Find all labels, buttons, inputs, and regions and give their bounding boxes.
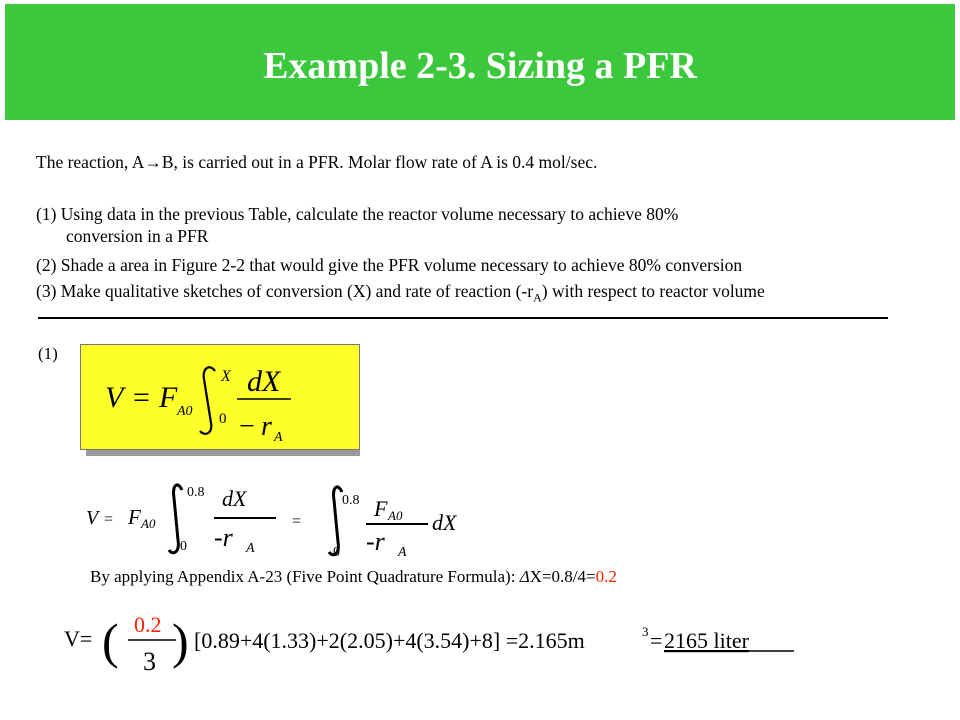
eq-lower-limit: 0 — [219, 411, 227, 427]
eq2-lower-limit-2: 0 — [333, 545, 340, 560]
separator-line — [38, 317, 888, 319]
final-result — [0, 600, 960, 690]
eq-numerator: dX — [247, 365, 281, 398]
quadrature-text: By applying Appendix A-23 (Five Point Quadrature Formula): — [90, 567, 520, 586]
delta-x-text: X=0.8/4= — [529, 567, 596, 586]
task-1-line-2: conversion in a PFR — [66, 226, 209, 246]
open-paren: ( — [102, 613, 119, 669]
eq2-numerator-sub: A0 — [388, 508, 403, 523]
final-equals: = — [650, 628, 663, 653]
task-1-line-1: (1) Using data in the previous Table, calculate the reactor volume necessary to achieve 80% — [36, 204, 679, 224]
design-equation — [81, 345, 359, 449]
eq-den-sub: A — [274, 430, 283, 445]
part-label: (1) — [38, 344, 58, 363]
title-bar — [5, 4, 955, 120]
eq2-dx: dX — [432, 510, 457, 535]
eq2-v: V — [86, 507, 99, 529]
delta-x-value: 0.2 — [595, 567, 617, 586]
reaction-text-pre: The reaction, A — [36, 152, 145, 172]
substituted-equation — [0, 470, 500, 570]
design-equation-box — [80, 344, 360, 450]
quadrature-statement — [90, 567, 617, 587]
task-3-post: ) with respect to reactor volume — [541, 281, 765, 301]
slide-title: Example 2-3. Sizing a PFR — [263, 45, 697, 87]
task-2: (2) Shade a area in Figure 2-2 that would give the PFR volume necessary to achieve 80% conversion — [36, 255, 743, 275]
fraction-denominator: 3 — [143, 647, 156, 676]
eq2-f-sub: A0 — [141, 516, 156, 531]
reaction-text-post: B, is carried out in a PFR. Molar flow rate of A is 0.4 mol/sec. — [161, 152, 598, 172]
final-lhs: V= — [64, 626, 93, 651]
eq-equals: = — [133, 381, 150, 414]
eq2-upper-limit-2: 0.8 — [342, 493, 360, 508]
final-bracket-expression: [0.89+4(1.33)+2(2.05)+4(3.54)+8] =2.165m — [194, 628, 585, 653]
task-3-pre: (3) Make qualitative sketches of conversion (X) and rate of reaction (-r — [36, 281, 534, 301]
reaction-statement — [36, 152, 597, 172]
eq2-equals: = — [104, 511, 114, 528]
eq2-denominator-2: -r — [366, 527, 385, 556]
task-3 — [36, 281, 765, 308]
eq2-upper-limit: 0.8 — [187, 485, 205, 500]
eq2-den-sub-2: A — [398, 545, 407, 560]
eq2-equals-2: = — [292, 513, 302, 530]
eq-f-sub: A0 — [177, 404, 193, 419]
eq2-den-sub: A — [246, 541, 255, 556]
eq2-f: F — [128, 505, 141, 529]
final-result-value: 2165 liter — [664, 628, 749, 653]
eq2-denominator: -r — [214, 523, 233, 552]
final-exponent: 3 — [642, 624, 649, 639]
eq2-numerator-f: F — [374, 496, 388, 521]
fraction-numerator: 0.2 — [134, 612, 162, 637]
integral-sign — [200, 367, 215, 434]
eq-den-minus: − — [239, 411, 255, 442]
delta-symbol: Δ — [519, 567, 530, 586]
reaction-arrow: → — [144, 152, 162, 172]
eq-upper-limit: X — [221, 368, 231, 385]
eq2-numerator: dX — [222, 486, 247, 511]
task-3-sub: A — [533, 290, 542, 305]
eq-den-r: r — [261, 411, 272, 442]
eq2-lower-limit: 0 — [180, 539, 187, 554]
eq-f: F — [159, 381, 178, 414]
eq-v: V — [105, 381, 124, 414]
close-paren: ) — [172, 613, 189, 669]
